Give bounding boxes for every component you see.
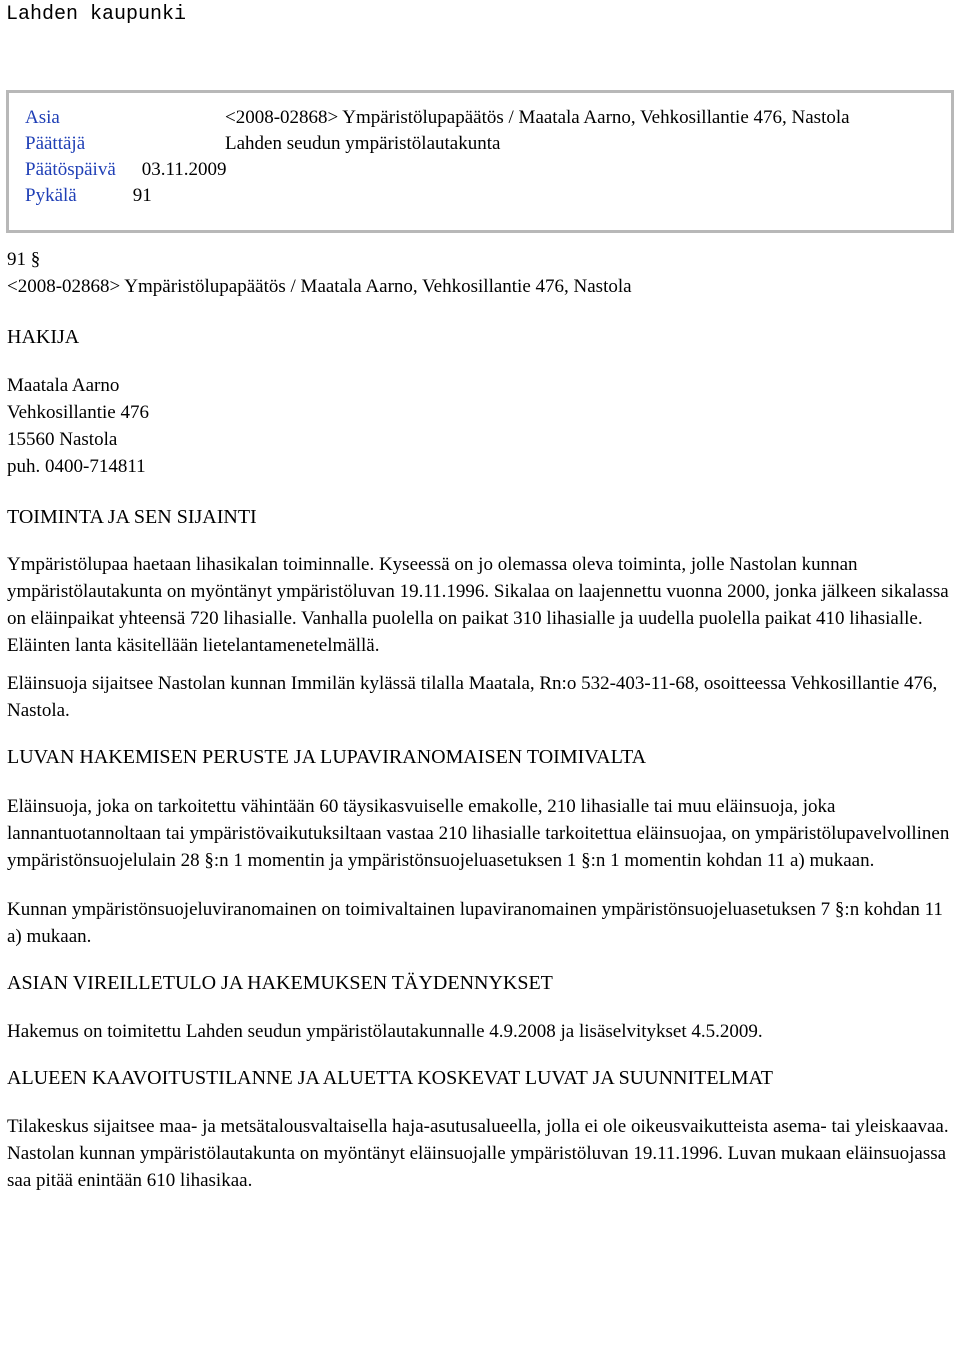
activity-paragraph-1: Ympäristölupaa haetaan lihasikalan toiminnalle. Kyseessä on jo olemassa oleva toiminta, jolle Nastolan kunnan ympäristölautakunta on myöntänyt ympäristöluvan 19.11.1996. Sikalaa on laajennettu vuonna 2000, jonka jälkeen sikalassa on eläinpaikat yhteensä 720 lihasialle. Vanhalla puolella on paikat 310 lihasialle ja uudella puolella paikat 410 lihasialle. Eläinten lanta käsitellään lietelantamenetelmällä.	[7, 553, 949, 656]
applicant-name: Maatala Aarno	[7, 375, 120, 397]
permit-basis-paragraph-2: Kunnan ympäristönsuojeluviranomainen on toimivaltainen lupaviranomainen ympäristönsuojeluasetuksen 7 §:n kohdan 11 a) mukaan.	[7, 898, 943, 947]
meta-row-decision-maker	[25, 131, 951, 157]
meta-label-section: Pykälä	[25, 185, 77, 207]
meta-label-decision-date: Päätöspäivä	[25, 159, 116, 181]
heading-applicant: HAKIJA	[7, 325, 80, 348]
permit-basis-paragraph-1: Eläinsuoja, joka on tarkoitettu vähintään 60 täysikasvuiselle emakolle, 210 lihasialle tai muu eläinsuoja, joka lannantuotannoltaan tai ympäristövaikutuksiltaan vastaa 210 lihasialle tarkoitettua eläinsuojaa, on ympäristölupavelvollinen ympäristönsuojelulain 28 §:n 1 momentin ja ympäristönsuojeluasetuksen 1 §:n 1 momentin kohdan 11 a) mukaan.	[7, 795, 950, 871]
heading-application-filing: ASIAN VIREILLETULO JA HAKEMUKSEN TÄYDENNYKSET	[7, 971, 553, 994]
applicant-phone: puh. 0400-714811	[7, 456, 146, 478]
heading-permit-basis: LUVAN HAKEMISEN PERUSTE JA LUPAVIRANOMAISEN TOIMIVALTA	[7, 746, 647, 769]
zoning-paragraph: Tilakeskus sijaitsee maa- ja metsätalousvaltaisella haja-asutusalueella, jolla ei ole oikeusvaikutteista asema- tai yleiskaavaa. Nastolan kunnan ympäristölautakunta on myöntänyt eläinsuojalle ympäristöluvan 19.11.1996. Luvan mukaan eläinsuojassa saa pitää enintään 610 lihasikaa.	[7, 1116, 949, 1192]
meta-value-decision-date: 03.11.2009	[141, 159, 227, 181]
city-name: Lahden kaupunki	[6, 3, 187, 26]
section-title: <2008-02868> Ympäristölupapäätös / Maatala Aarno, Vehkosillantie 476, Nastola	[7, 275, 632, 297]
application-filing-paragraph: Hakemus on toimitettu Lahden seudun ympäristölautakunnalle 4.9.2008 ja lisäselvitykset 4.5.2009.	[7, 1021, 763, 1043]
heading-zoning: ALUEEN KAAVOITUSTILANNE JA ALUETTA KOSKEVAT LUVAT JA SUUNNITELMAT	[7, 1067, 773, 1089]
meta-row-section	[25, 183, 951, 209]
applicant-postal: 15560 Nastola	[7, 429, 118, 451]
meta-row-subject	[25, 105, 951, 131]
meta-value-section: 91	[132, 185, 152, 207]
decision-metadata-table	[6, 90, 954, 233]
meta-row-decision-date	[25, 157, 951, 183]
activity-paragraph-2: Eläinsuoja sijaitsee Nastolan kunnan Immilän kylässä tilalla Maatala, Rn:o 532-403-11-68, osoitteessa Vehkosillantie 476, Nastola.	[7, 673, 938, 722]
section-number: 91 §	[7, 249, 41, 270]
applicant-street: Vehkosillantie 476	[7, 402, 149, 424]
applicant-address	[7, 373, 954, 481]
meta-label-subject: Asia	[25, 107, 60, 128]
heading-activity-location: TOIMINTA JA SEN SIJAINTI	[7, 506, 257, 529]
meta-value-decision-maker: Lahden seudun ympäristölautakunta	[225, 133, 501, 155]
meta-value-subject: <2008-02868> Ympäristölupapäätös / Maatala Aarno, Vehkosillantie 476, Nastola	[225, 107, 850, 128]
document-body	[0, 247, 960, 1195]
meta-label-decision-maker: Päättäjä	[25, 133, 86, 155]
